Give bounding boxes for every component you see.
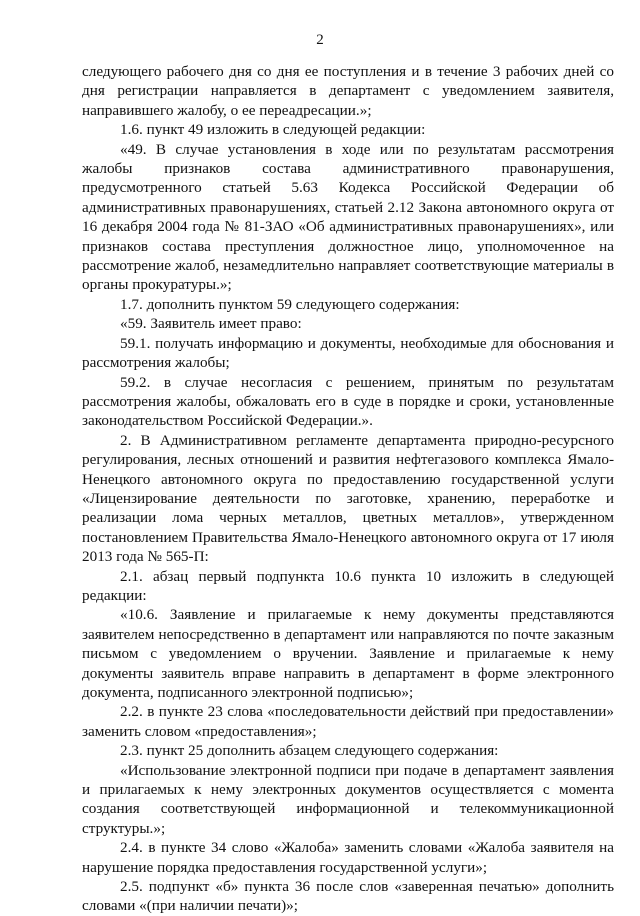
paragraph: 2.2. в пункте 23 слова «последовательности действий при предоставлении» заменить словом «предоставления»; [82,703,614,740]
paragraph: 59.2. в случае несогласия с решением, принятым по результатам рассмотрения жалобы, обжаловать его в суде в порядке и сроки, установленные законодательством Российской Федерации.». [82,373,614,430]
paragraph: 1.6. пункт 49 изложить в следующей редакции: [120,121,426,139]
document-body [82,62,614,916]
paragraph: 59.1. получать информацию и документы, необходимые для обоснования и рассмотрения жалобы; [82,334,614,372]
paragraph: 2.1. абзац первый подпункта 10.6 пункта 10 изложить в следующей редакции: [82,567,614,604]
paragraph: «49. В случае установления в ходе или по результатам рассмотрения жалобы признаков состава административного правонарушения, предусмотренного статьей 5.63 Кодекса Российской Федерации об административных правонарушениях, статьей 2.12 Закона автономного округа от 16 декабря 2004 года № 81-ЗАО «Об административных правонарушениях», или признаков состава преступления должностное лицо, уполномоченное на рассмотрение жалоб, незамедлительно направляет соответствующие материалы в органы прокуратуры.»; [82,140,614,294]
paragraph: 2.5. подпункт «б» пункта 36 после слов «заверенная печатью» дополнить словами «(при наличии печати)»; [82,878,614,915]
paragraph: «59. Заявитель имеет право: [120,315,302,333]
paragraph: «10.6. Заявление и прилагаемые к нему документы представляются заявителем непосредственно в департамент или направляются по почте заказным письмом с уведомлением о вручении. Заявление и прилагаемые к нему документы заявитель вправе направить в департамент в форме электронного документа, подписанного электронной подписью»; [82,606,614,701]
paragraph: 1.7. дополнить пунктом 59 следующего содержания: [120,295,460,313]
paragraph: 2.4. в пункте 34 слово «Жалоба» заменить словами «Жалоба заявителя на нарушение порядка предоставления государственной услуги»; [82,839,614,876]
paragraph: 2.3. пункт 25 дополнить абзацем следующего содержания: [120,742,499,760]
paragraph: следующего рабочего дня со дня ее поступления и в течение 3 рабочих дней со дня регистрации направляется в департамент с уведомлением заявителя, направившего жалобу, о ее переадресации.»; [82,63,614,119]
page-number: 2 [316,32,324,48]
paragraph: 2. В Административном регламенте департамента природно-ресурсного регулирования, лесных отношений и развития нефтегазового комплекса Ямало-Ненецкого автономного округа по предоставлению государственной услуги «Лицензирование деятельности по заготовке, хранению, переработке и реализации лома черных металлов, цветных металлов», утвержденном постановлением Правительства Ямало-Ненецкого автономного округа от 17 июля 2013 года № 565-П: [82,431,614,566]
paragraph: «Использование электронной подписи при подаче в департамент заявления и прилагаемых к нему электронных документов осуществляется с момента создания соответствующей информационной и телекоммуникационной структуры.»; [82,761,614,837]
